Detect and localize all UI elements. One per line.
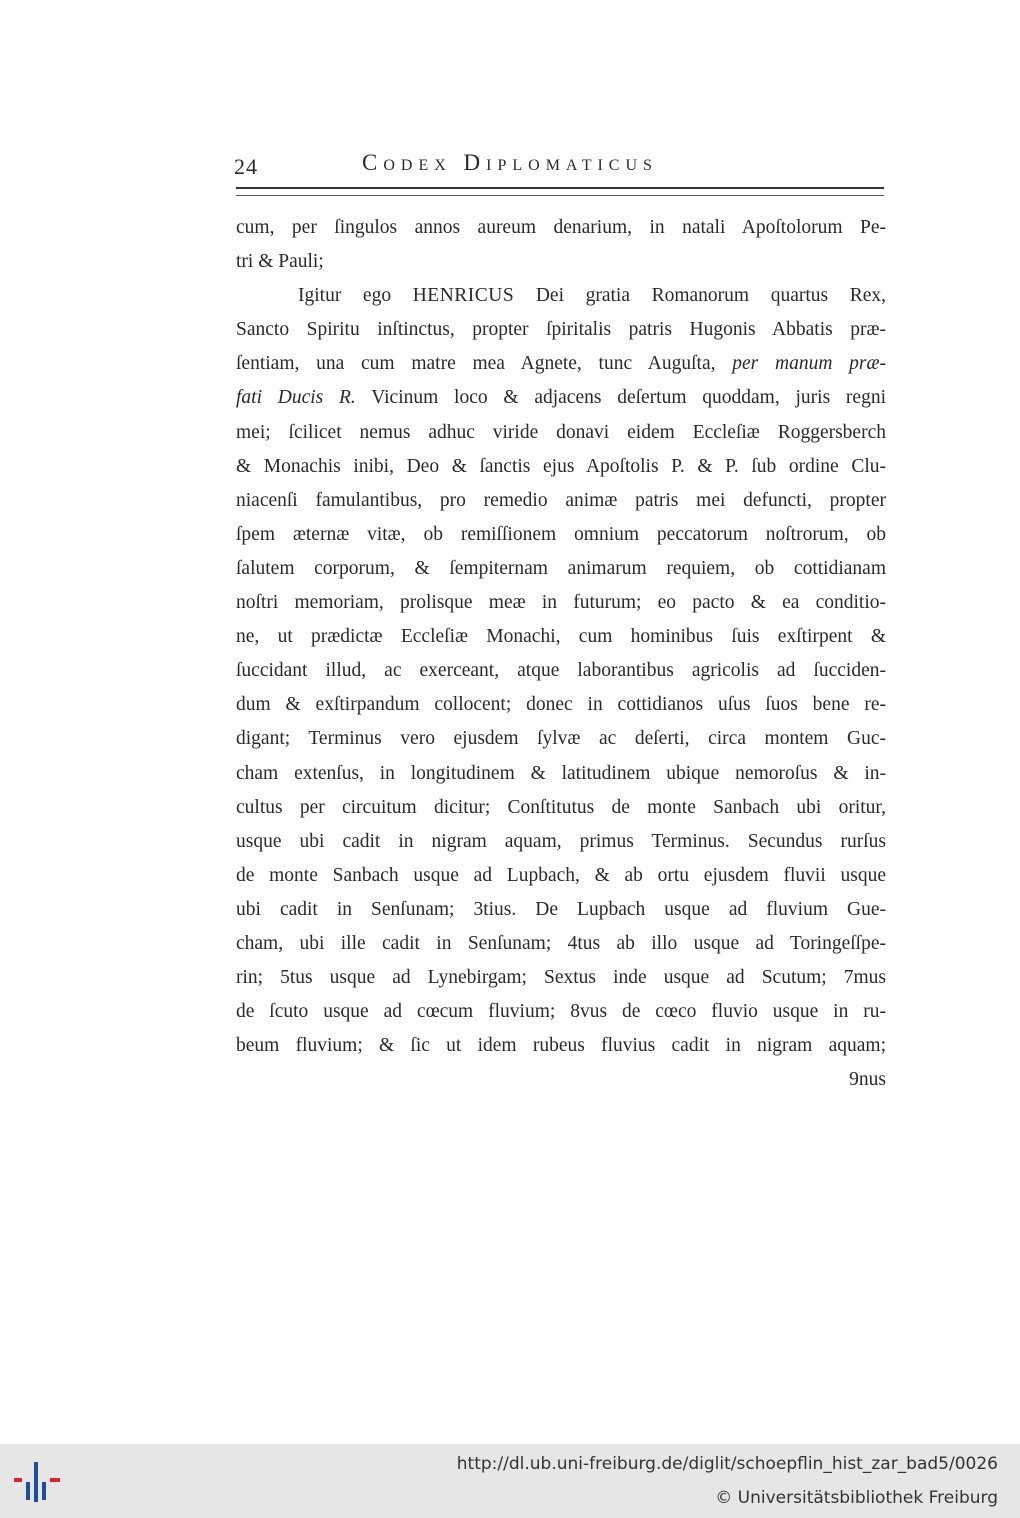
text-line: cham extenſus, in longitudinem & latitudinem ubique nemoroſus & in- — [236, 762, 886, 784]
text-line: cham, ubi ille cadit in Senſunam; 4tus ab illo usque ad Toringeſſpe- — [236, 932, 886, 954]
italic-phrase: fati Ducis R. — [236, 387, 356, 409]
text-line: tri & Pauli; — [236, 251, 324, 273]
text-segment: ſentiam, una cum matre mea Agnete, tunc Auguſta, — [236, 353, 733, 375]
text-line: ne, ut prædictæ Eccleſiæ Monachi, cum hominibus ſuis exſtirpent & — [236, 626, 886, 648]
text-line: usque ubi cadit in nigram aquam, primus Terminus. Secundus rurſus — [236, 830, 886, 852]
text-line: beum fluvium; & ſic ut idem rubeus fluvius cadit in nigram aquam; — [236, 1035, 886, 1057]
text-line — [236, 347, 886, 381]
text-line: ſpem æternæ vitæ, ob remiſſionem omnium peccatorum noſtrorum, ob — [236, 523, 886, 545]
text-segment: Dei gratia Romanorum quartus Rex, — [514, 285, 886, 307]
text-line: cultus per circuitum dicitur; Conſtitutus de monte Sanbach ubi oritur, — [236, 796, 886, 818]
text-line: & Monachis inibi, Deo & ſanctis ejus Apoſtolis P. & P. ſub ordine Clu- — [236, 455, 886, 477]
page-number: 24 — [234, 154, 258, 179]
footer-bar — [0, 1444, 1020, 1518]
text-line: dum & exſtirpandum collocent; donec in cottidianos uſus ſuos bene re- — [236, 694, 886, 716]
text-segment: Vicinum loco & adjacens deſertum quoddam, juris regni — [355, 387, 886, 409]
footer-url[interactable]: http://dl.ub.uni-freiburg.de/diglit/schoepflin_hist_zar_bad5/0026 — [456, 1454, 998, 1474]
text-line — [236, 279, 886, 313]
text-line: 9nus — [849, 1069, 886, 1091]
name-caps: HENRICUS — [412, 285, 515, 307]
text-line: cum, per ſingulos annos aureum denarium, in natali Apoſtolorum Pe- — [236, 217, 886, 238]
text-line: ubi cadit in Senſunam; 3tius. De Lupbach usque ad fluvium Gue- — [236, 898, 886, 920]
text-line — [236, 381, 886, 415]
text-line: mei; ſcilicet nemus adhuc viride donavi eidem Eccleſiæ Roggersberch — [236, 421, 886, 443]
text-line: rin; 5tus usque ad Lynebirgam; Sextus inde usque ad Scutum; 7mus — [236, 967, 886, 989]
text-line: de monte Sanbach usque ad Lupbach, & ab ortu ejusdem fluvii usque — [236, 864, 886, 886]
body-text — [236, 211, 886, 1097]
text-line: noſtri memoriam, prolisque meæ in futurum; eo pacto & ea conditio- — [236, 592, 886, 614]
text-line: ſalutem corporum, & ſempiternam animarum requiem, ob cottidianam — [236, 557, 886, 579]
text-line: Sancto Spiritu inſtinctus, propter ſpiritalis patris Hugonis Abbatis præ- — [236, 319, 886, 341]
library-logo-icon — [12, 1458, 72, 1504]
text-line: de ſcuto usque ad cœcum fluvium; 8vus de cœco fluvio usque in ru- — [236, 1001, 886, 1023]
footer-copyright: © Universitätsbibliothek Freiburg — [715, 1488, 998, 1508]
running-title: Codex Diplomaticus — [362, 150, 658, 175]
text-line: digant; Terminus vero ejusdem ſylvæ ac deſerti, circa montem Guc- — [236, 728, 886, 750]
text-segment: Igitur ego — [298, 285, 413, 307]
italic-phrase: per manum præ- — [732, 353, 886, 375]
header-rule-thick — [236, 187, 884, 189]
header-rule-thin — [236, 195, 884, 196]
text-line: niacenſi famulantibus, pro remedio animæ patris mei defuncti, propter — [236, 489, 886, 511]
text-line: ſuccidant illud, ac exerceant, atque laborantibus agricolis ad ſucciden- — [236, 660, 886, 682]
